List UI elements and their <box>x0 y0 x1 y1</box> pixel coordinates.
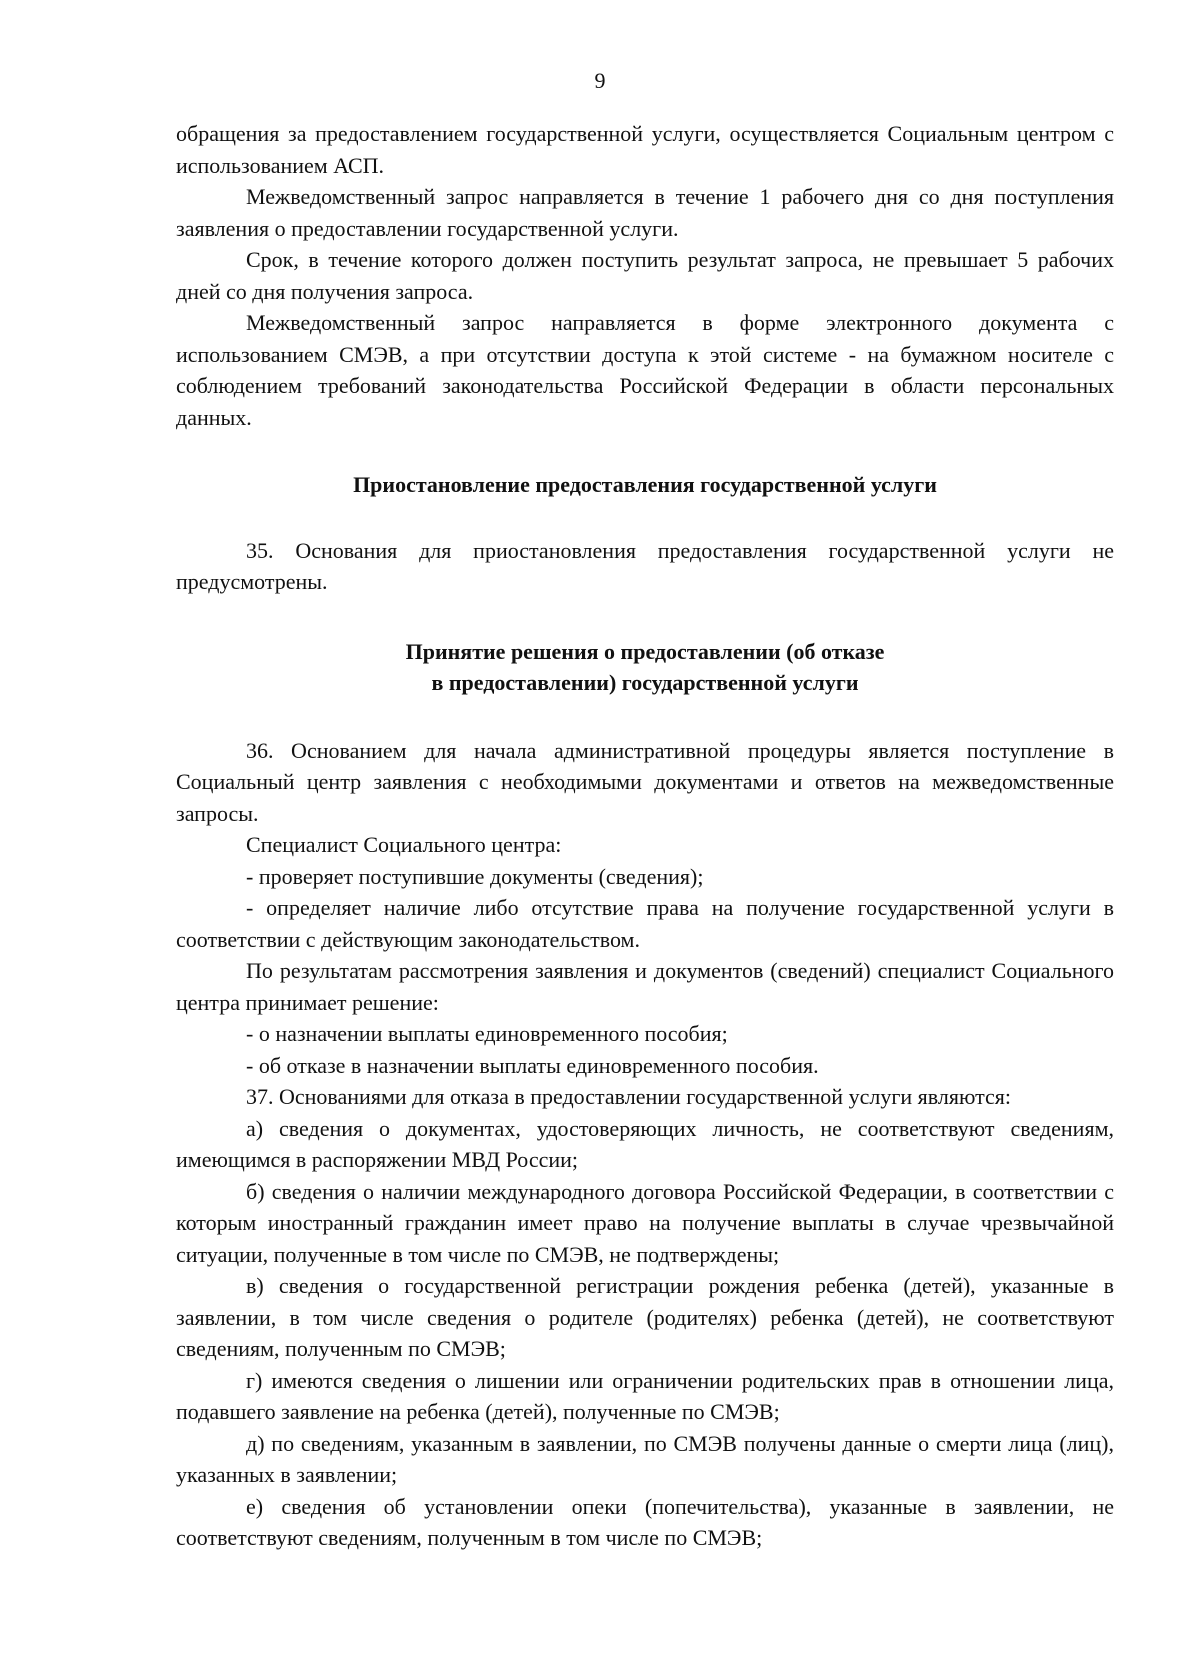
section-heading-block <box>176 636 1114 699</box>
list-item: е) сведения об установлении опеки (попечительства), указанные в заявлении, не соответствуют сведениям, полученным в том числе по СМЭВ; <box>176 1493 1114 1550</box>
section-heading-line: Принятие решения о предоставлении (об отказе <box>405 638 885 664</box>
paragraph: По результатам рассмотрения заявления и документов (сведений) специалист Социального центра принимает решение: <box>176 958 1114 1015</box>
paragraph: Срок, в течение которого должен поступить результат запроса, не превышает 5 рабочих дней со дня получения запроса. <box>176 247 1114 304</box>
paragraph: Межведомственный запрос направляется в форме электронного документа с использованием СМЭВ, а при отсутствии доступа к этой системе - на бумажном носителе с соблюдением требований законодательства Российской Федерации в области персональных данных. <box>176 310 1114 430</box>
section-heading: Приостановление предоставления государственной услуги <box>353 472 937 497</box>
list-item: - о назначении выплаты единовременного пособия; <box>246 1021 728 1046</box>
list-item: в) сведения о государственной регистрации рождения ребенка (детей), указанные в заявлении, в том числе сведения о родителе (родителях) ребенка (детей), не соответствуют сведениям, полученным по СМЭВ; <box>176 1273 1114 1361</box>
list-item: д) по сведениям, указанным в заявлении, по СМЭВ получены данные о смерти лица (лиц), указанных в заявлении; <box>176 1430 1114 1487</box>
paragraph: Специалист Социального центра: <box>246 832 562 857</box>
paragraph: 36. Основанием для начала административной процедуры является поступление в Социальный центр заявления с необходимыми документами и ответов на межведомственные запросы. <box>176 737 1114 826</box>
list-item: б) сведения о наличии международного договора Российской Федерации, в соответствии с которым иностранный гражданин имеет право на получение выплаты в случае чрезвычайной ситуации, полученные в том числе по СМЭВ, не подтверждены; <box>176 1178 1114 1267</box>
paragraph: обращения за предоставлением государственной услуги, осуществляется Социальным центром с использованием АСП. <box>176 121 1114 178</box>
section-heading-line: в предоставлении) государственной услуги <box>431 670 859 695</box>
list-item: - определяет наличие либо отсутствие права на получение государственной услуги в соответствии с действующим законодательством. <box>176 895 1114 952</box>
section-body <box>176 735 1114 1554</box>
list-item: г) имеются сведения о лишении или ограничении родительских прав в отношении лица, подавшего заявление на ребенка (детей), полученные по СМЭВ; <box>176 1367 1114 1424</box>
document-body <box>176 118 1114 1554</box>
paragraph: 37. Основаниями для отказа в предоставлении государственной услуги являются: <box>246 1084 1011 1109</box>
paragraph: 35. Основания для приостановления предоставления государственной услуги не предусмотрены. <box>176 537 1114 594</box>
paragraph: Межведомственный запрос направляется в течение 1 рабочего дня со дня поступления заявления о предоставлении государственной услуги. <box>176 184 1114 241</box>
list-item: - проверяет поступившие документы (сведения); <box>246 863 704 889</box>
list-item: - об отказе в назначении выплаты единовременного пособия. <box>246 1052 819 1078</box>
page-number: 9 <box>594 68 606 93</box>
list-item: а) сведения о документах, удостоверяющих личность, не соответствуют сведениям, имеющимся в распоряжении МВД России; <box>176 1115 1114 1172</box>
